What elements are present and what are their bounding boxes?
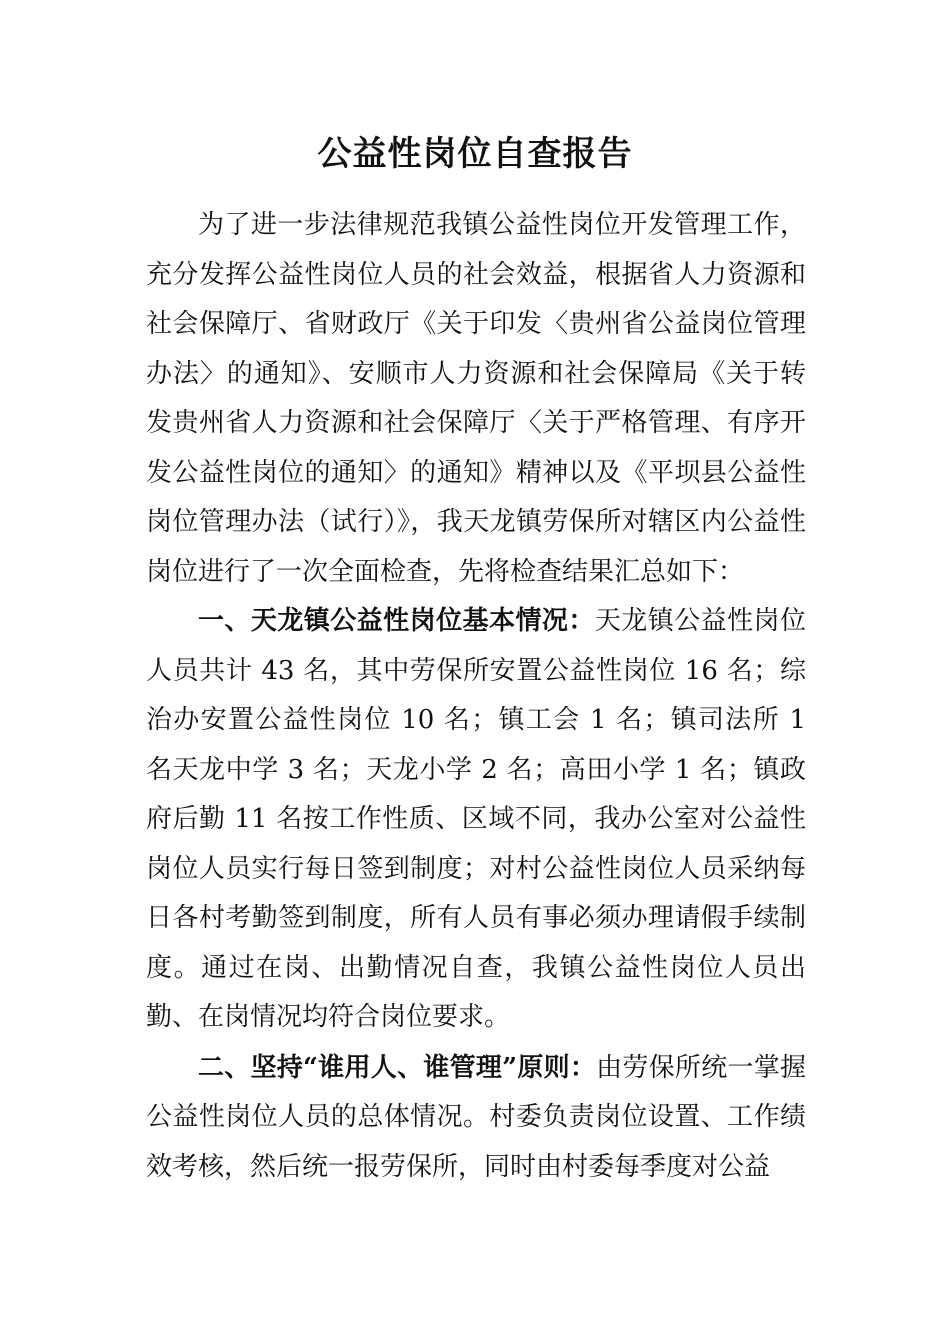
section-two-heading: 二、坚持“谁用人、谁管理”原则： <box>198 1052 597 1083</box>
section-one-text: 天龙镇公益性岗位人员共计 43 名，其中劳保所安置公益性岗位 16 名；综治办安置公益性岗位 10 名；镇工会 1 名；镇司法所 1 名天龙中学 3 名；天龙小学 2 名；高田小学 1 名；镇政府后勤 11 名按工作性质、区域不同，我办公室对公益性岗位人员实行每日签到制度；对村公益性岗位人员采纳每日各村考勤签到制度，所有人员有事必须办理请假手续制度。通过在岗、出勤情况自查，我镇公益性岗位人员出勤、在岗情况均符合岗位要求。 <box>146 606 806 1032</box>
section-one-heading: 一、天龙镇公益性岗位基本情况： <box>198 606 595 636</box>
intro-paragraph <box>146 201 806 597</box>
document-title: 公益性岗位自查报告 <box>317 134 633 174</box>
section-two-text: 由劳保所统一掌握公益性岗位人员的总体情况。村委负责岗位设置、工作绩效考核，然后统一报劳保所，同时由村委每季度对公益 <box>146 1052 806 1182</box>
section-two-paragraph <box>146 1044 806 1193</box>
section-one-paragraph <box>146 597 806 1043</box>
document-body <box>146 201 806 1192</box>
intro-paragraph-text: 为了进一步法律规范我镇公益性岗位开发管理工作，充分发挥公益性岗位人员的社会效益，根据省人力资源和社会保障厅、省财政厅《关于印发〈贵州省公益岗位管理办法〉的通知》、安顺市人力资源和社会保障局《关于转发贵州省人力资源和社会保障厅〈关于严格管理、有序开发公益性岗位的通知〉的通知》精神以及《平坝县公益性岗位管理办法（试行）》，我天龙镇劳保所对辖区内公益性岗位进行了一次全面检查，先将检查结果汇总如下： <box>146 210 806 587</box>
